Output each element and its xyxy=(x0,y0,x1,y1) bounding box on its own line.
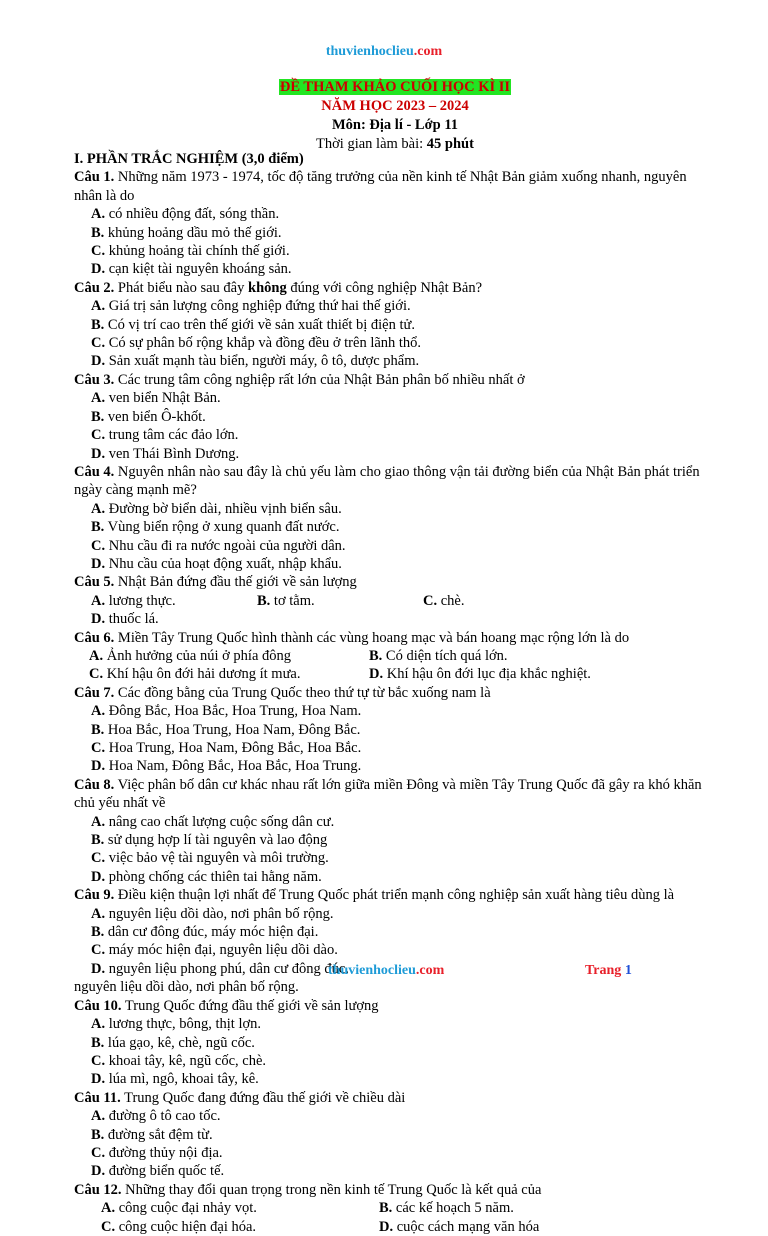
exam-title-block xyxy=(0,78,768,154)
option: B. ven biển Ô-khốt. xyxy=(91,408,206,425)
option: A. lương thực. xyxy=(91,592,176,609)
option: B. lúa gạo, kê, chè, ngũ cốc. xyxy=(91,1034,255,1051)
question-8: Câu 8. Việc phân bố dân cư khác nhau rất lớn giữa miền Đông và miền Tây Trung Quốc đã gây ra khó khăn chủ yếu nhất về xyxy=(74,776,702,812)
option: A. lương thực, bông, thịt lợn. xyxy=(91,1016,262,1033)
option: A. nâng cao chất lượng cuộc sống dân cư. xyxy=(91,813,335,830)
options-q7 xyxy=(74,702,714,776)
option: C. việc bảo vệ tài nguyên và môi trường. xyxy=(91,850,329,867)
option: A. Đường bờ biển dài, nhiều vịnh biển sâu. xyxy=(91,500,342,517)
option: C. Khí hậu ôn đới hải dương ít mưa. xyxy=(89,666,301,683)
option: D. Nhu cầu của hoạt động xuất, nhập khẩu. xyxy=(91,555,342,572)
exam-title: ĐỀ THAM KHẢO CUỐI HỌC KÌ II xyxy=(279,79,511,95)
site-domain: .com xyxy=(413,44,443,59)
option: B. Vùng biển rộng ở xung quanh đất nước. xyxy=(91,519,340,536)
site-name: thuvienhoclieu xyxy=(325,44,414,59)
option: C. Có sự phân bố rộng khắp và đồng đều ở trên lãnh thổ. xyxy=(91,335,422,352)
options-q10 xyxy=(74,1015,714,1089)
option: A. Ảnh hưởng của núi ở phía đông xyxy=(89,647,292,664)
options-q5 xyxy=(74,592,714,629)
stray-text: nguyên liệu dồi dào, nơi phân bố rộng. xyxy=(74,979,299,996)
subject: Môn: Địa lí - Lớp 11 xyxy=(331,117,459,133)
page-number: Trang 1 xyxy=(585,963,632,978)
option: D. cạn kiệt tài nguyên khoáng sản. xyxy=(91,261,292,278)
options-q11 xyxy=(74,1107,714,1181)
option: C. khoai tây, kê, ngũ cốc, chè. xyxy=(91,1052,267,1069)
footer-site: thuvienhoclieu.com xyxy=(328,963,445,978)
question-6: Câu 6. Miền Tây Trung Quốc hình thành các vùng hoang mạc và bán hoang mạc rộng lớn là do xyxy=(74,629,630,646)
option: B. tơ tằm. xyxy=(257,592,315,609)
option: C. công cuộc hiện đại hóa. xyxy=(101,1218,257,1235)
option: B. các kế hoạch 5 năm. xyxy=(379,1200,514,1217)
options-q4 xyxy=(74,500,714,574)
question-9: Câu 9. Điều kiện thuận lợi nhất để Trung Quốc phát triển mạnh công nghiệp sản xuất hàng tiêu dùng là xyxy=(74,887,675,904)
option: C. trung tâm các đảo lớn. xyxy=(91,427,239,444)
options-q3 xyxy=(74,389,714,463)
option: D. Sản xuất mạnh tàu biển, người máy, ô tô, dược phẩm. xyxy=(91,353,420,370)
option: B. sử dụng hợp lí tài nguyên và lao động xyxy=(91,832,328,849)
option: C. máy móc hiện đại, nguyên liệu dồi dào. xyxy=(91,942,338,959)
option: A. Đông Bắc, Hoa Bắc, Hoa Trung, Hoa Nam. xyxy=(91,703,362,720)
option: C. Hoa Trung, Hoa Nam, Đông Bắc, Hoa Bắc. xyxy=(91,740,362,756)
time-limit: Thời gian làm bài: 45 phút xyxy=(316,136,474,152)
option: D. Hoa Nam, Đông Bắc, Hoa Bắc, Hoa Trung. xyxy=(91,758,362,775)
option: C. đường thủy nội địa. xyxy=(91,1144,223,1161)
option: A. Giá trị sản lượng công nghiệp đứng thứ hai thế giới. xyxy=(91,298,411,315)
options-q8 xyxy=(74,813,714,887)
option: A. nguyên liệu dồi dào, nơi phân bố rộng. xyxy=(91,905,334,922)
exam-content xyxy=(74,150,714,1236)
option: A. ven biển Nhật Bản. xyxy=(91,390,221,407)
option: D. phòng chống các thiên tai hằng năm. xyxy=(91,868,322,885)
option: D. Khí hậu ôn đới lục địa khắc nghiệt. xyxy=(369,666,591,683)
question-1: Câu 1. Những năm 1973 - 1974, tốc độ tăng trưởng của nền kinh tế Nhật Bản giảm xuống nhanh, nguyên nhân là do xyxy=(74,169,687,204)
option: A. đường ô tô cao tốc. xyxy=(91,1108,221,1125)
question-7: Câu 7. Các đồng bằng của Trung Quốc theo thứ tự từ bắc xuống nam là xyxy=(74,684,491,701)
question-10: Câu 10. Trung Quốc đứng đầu thế giới về sản lượng xyxy=(74,997,379,1014)
option: B. Có diện tích quá lớn. xyxy=(369,647,508,664)
section-heading: I. PHẦN TRẮC NGHIỆM (3,0 điểm) xyxy=(74,151,304,167)
options-q12 xyxy=(74,1199,714,1236)
option: B. khủng hoảng dầu mỏ thế giới. xyxy=(91,224,282,241)
option: C. Nhu cầu đi ra nước ngoài của người dân. xyxy=(91,537,346,554)
question-3: Câu 3. Các trung tâm công nghiệp rất lớn của Nhật Bản phân bố nhiều nhất ở xyxy=(74,371,525,388)
option: D. đường biển quốc tế. xyxy=(91,1163,225,1180)
option: C. khủng hoảng tài chính thế giới. xyxy=(91,243,290,260)
question-12: Câu 12. Những thay đổi quan trọng trong nền kinh tế Trung Quốc là kết quả của xyxy=(74,1181,542,1198)
option: D. lúa mì, ngô, khoai tây, kê. xyxy=(91,1071,259,1088)
question-5: Câu 5. Nhật Bản đứng đầu thế giới về sản lượng xyxy=(74,574,357,591)
question-11: Câu 11. Trung Quốc đang đứng đầu thế giới về chiều dài xyxy=(74,1089,406,1106)
option: B. đường sắt đệm từ. xyxy=(91,1126,213,1143)
site-header xyxy=(0,44,768,60)
options-q2 xyxy=(74,297,714,371)
school-year: NĂM HỌC 2023 – 2024 xyxy=(321,98,469,114)
option: C. chè. xyxy=(423,592,465,609)
question-4: Câu 4. Nguyên nhân nào sau đây là chủ yếu làm cho giao thông vận tải đường biển của Nhật Bản phát triển ngày càng mạnh mẽ? xyxy=(74,463,700,499)
question-2: Câu 2. Phát biểu nào sau đây không đúng với công nghiệp Nhật Bản? xyxy=(74,279,483,296)
options-q1 xyxy=(74,205,714,279)
option: B. Có vị trí cao trên thế giới về sản xuất thiết bị điện tử. xyxy=(91,316,415,333)
option: A. công cuộc đại nhảy vọt. xyxy=(101,1200,257,1217)
page-footer xyxy=(0,963,768,983)
option: A. có nhiều động đất, sóng thần. xyxy=(91,206,280,223)
options-q6 xyxy=(74,647,714,684)
option: D. ven Thái Bình Dương. xyxy=(91,445,240,462)
option: D. nguyên liệu phong phú, dân cư đông đúc. xyxy=(91,960,349,977)
option: B. dân cư đông đúc, máy móc hiện đại. xyxy=(91,924,319,941)
option: D. cuộc cách mạng văn hóa xyxy=(379,1218,540,1235)
option: B. Hoa Bắc, Hoa Trung, Hoa Nam, Đông Bắc. xyxy=(91,721,361,738)
option: D. thuốc lá. xyxy=(91,611,159,628)
